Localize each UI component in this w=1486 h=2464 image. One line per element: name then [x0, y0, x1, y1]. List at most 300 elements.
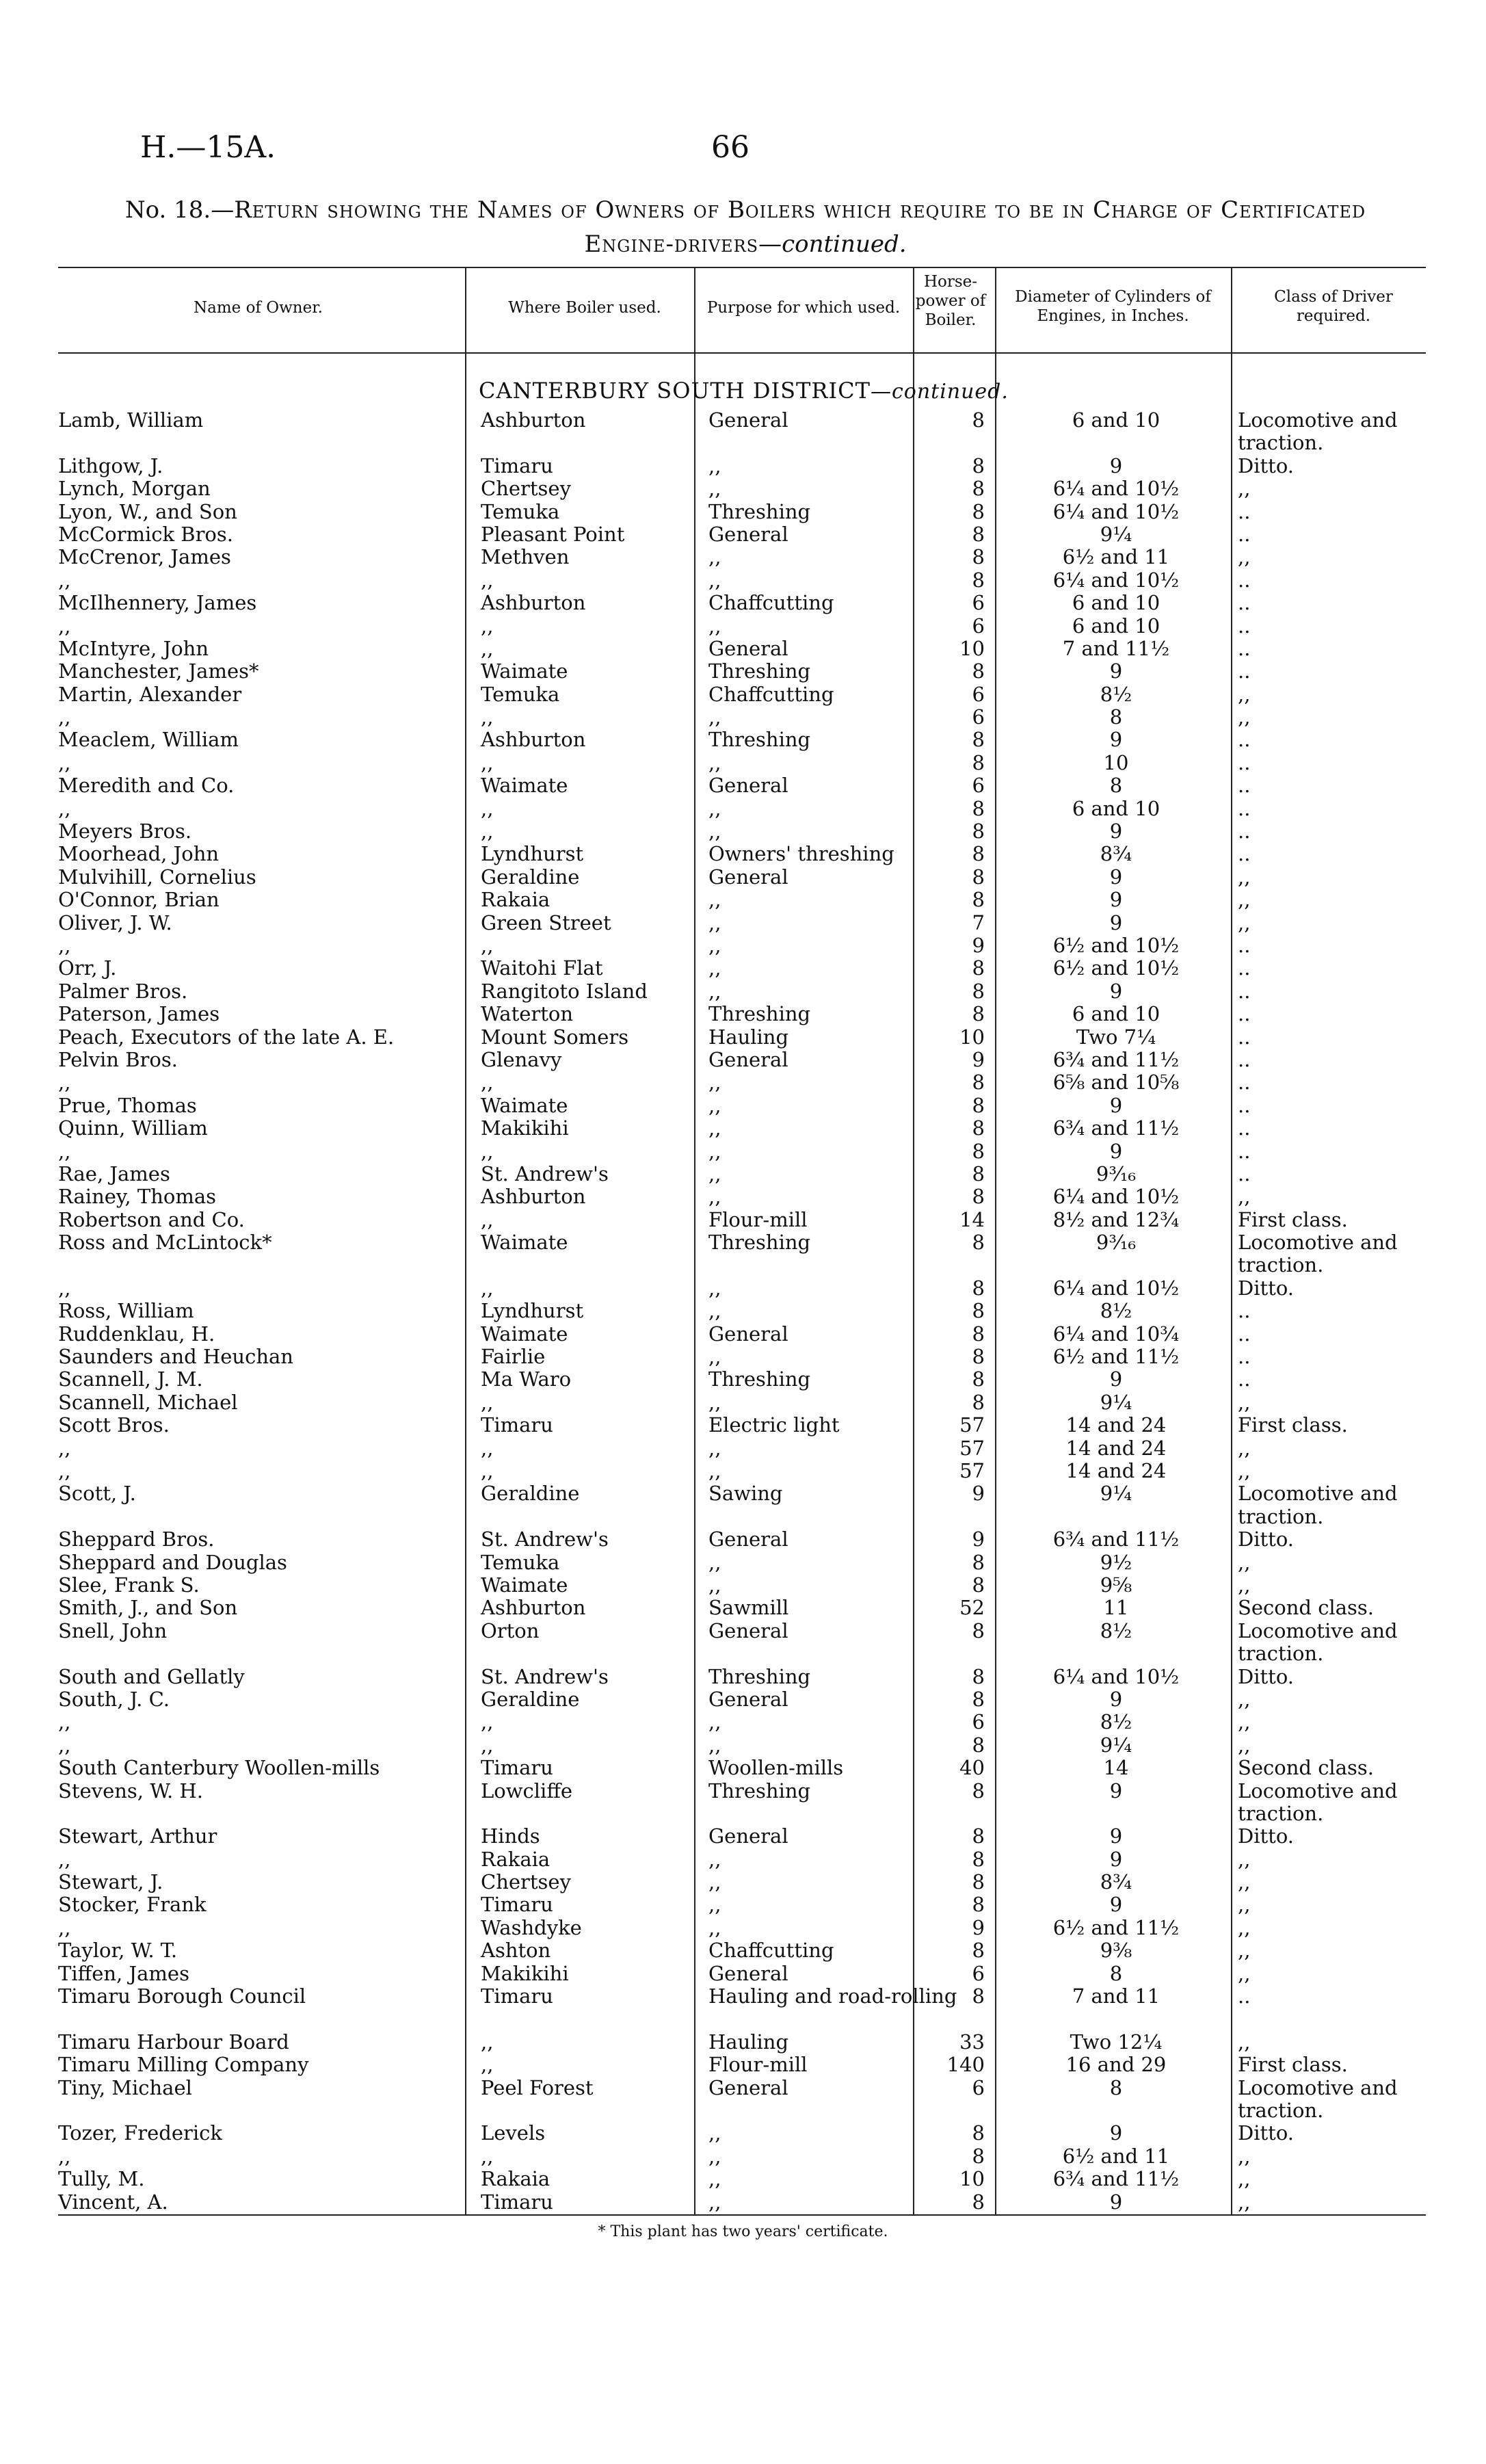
- table-row: [0, 1071, 1486, 1094]
- owner-cell: Timaru Borough Council: [58, 1984, 306, 2008]
- diameter-cell: 6½ and 11: [1062, 545, 1170, 569]
- table-row: [0, 477, 1486, 500]
- owner-cell: Lyon, W., and Son: [58, 499, 237, 523]
- horsepower-cell: 8: [972, 1367, 985, 1391]
- horsepower-cell: 8: [972, 2190, 985, 2214]
- owner-cell: Stevens, W. H.: [58, 1779, 203, 1803]
- driver-class-cell: ..: [1238, 659, 1251, 683]
- owner-cell: ,,: [58, 1071, 71, 1095]
- driver-class-cell: ,,: [1238, 1687, 1251, 1711]
- owner-cell: Timaru Milling Company: [58, 2053, 309, 2077]
- horsepower-cell: 7: [972, 910, 985, 934]
- owner-cell: Stewart, J.: [58, 1870, 163, 1894]
- horsepower-cell: 8: [972, 820, 985, 843]
- diameter-cell: 9⅜: [1100, 1939, 1132, 1963]
- horsepower-cell: 8: [972, 842, 985, 866]
- driver-class-cell: Locomotive and traction.: [1238, 1779, 1398, 1825]
- where-cell: ,,: [481, 1071, 494, 1095]
- diameter-cell: 9½: [1100, 1550, 1132, 1574]
- driver-class-cell: ,,: [1238, 1847, 1251, 1871]
- diameter-cell: 9: [1109, 1893, 1123, 1917]
- table-row: [0, 1323, 1486, 1346]
- where-cell: Fairlie: [481, 1345, 546, 1369]
- diameter-cell: 9³⁄₁₆: [1096, 1231, 1137, 1255]
- table-row: [0, 912, 1486, 934]
- boiler-owner-table: [0, 409, 1486, 2214]
- diameter-cell: 8½: [1100, 682, 1132, 706]
- horsepower-cell: 8: [972, 1185, 985, 1209]
- owner-cell: ,,: [58, 1436, 71, 1460]
- owner-cell: Snell, John: [58, 1618, 168, 1642]
- where-cell: Waimate: [481, 659, 568, 683]
- driver-class-cell: ,,: [1238, 1459, 1251, 1482]
- horsepower-cell: 8: [972, 865, 985, 889]
- where-cell: Waimate: [481, 774, 568, 798]
- driver-class-cell: ,,: [1238, 1893, 1251, 1917]
- driver-class-cell: Locomotive and traction.: [1238, 1231, 1398, 1277]
- owner-cell: Lithgow, J.: [58, 454, 163, 477]
- district-continued: —continued.: [870, 380, 1009, 404]
- driver-class-cell: ..: [1238, 591, 1251, 615]
- horsepower-cell: 57: [959, 1413, 985, 1437]
- footnote: * This plant has two years' certificate.: [598, 2223, 888, 2240]
- driver-class-cell: ,,: [1238, 2167, 1251, 2191]
- driver-class-cell: ,,: [1238, 682, 1251, 706]
- purpose-cell: Chaffcutting: [708, 682, 834, 706]
- driver-class-cell: ..: [1238, 1367, 1251, 1391]
- owner-cell: ,,: [58, 1847, 71, 1871]
- owner-cell: Scott Bros.: [58, 1413, 170, 1437]
- horsepower-cell: 9: [972, 934, 985, 957]
- table-row: [0, 409, 1486, 455]
- horsepower-cell: 33: [959, 2030, 985, 2054]
- driver-class-cell: Second class.: [1238, 1756, 1374, 1780]
- diameter-cell: 6½ and 10½: [1052, 956, 1180, 980]
- horsepower-cell: 8: [972, 1550, 985, 1574]
- driver-class-cell: Locomotive and traction.: [1238, 1618, 1398, 1666]
- driver-class-cell: ..: [1238, 636, 1251, 660]
- where-cell: Rakaia: [481, 1847, 550, 1871]
- where-cell: Ashburton: [481, 408, 586, 432]
- owner-cell: ,,: [58, 1915, 71, 1939]
- diameter-cell: Two 7¼: [1076, 1025, 1156, 1049]
- driver-class-cell: ..: [1238, 1002, 1251, 1026]
- purpose-cell: ,,: [708, 1915, 721, 1939]
- purpose-cell: General: [708, 2075, 788, 2099]
- where-cell: Chertsey: [481, 1870, 571, 1894]
- where-cell: Levels: [481, 2121, 546, 2145]
- table-row: [0, 1026, 1486, 1049]
- table-row: [0, 1688, 1486, 1711]
- purpose-cell: Flour-mill: [708, 1207, 808, 1231]
- horsepower-cell: 8: [972, 499, 985, 523]
- table-row: [0, 1095, 1486, 1117]
- diameter-cell: 14 and 24: [1065, 1459, 1167, 1482]
- where-cell: Timaru: [481, 454, 553, 477]
- where-cell: Lyndhurst: [481, 1299, 584, 1323]
- where-cell: Temuka: [481, 1550, 560, 1574]
- owner-cell: ,,: [58, 705, 71, 729]
- horsepower-cell: 8: [972, 1664, 985, 1688]
- owner-cell: McCormick Bros.: [58, 522, 233, 546]
- table-row: [0, 1917, 1486, 1939]
- table-row: [0, 1437, 1486, 1460]
- horsepower-cell: 8: [972, 1345, 985, 1369]
- purpose-cell: General: [708, 1047, 788, 1071]
- horsepower-cell: 8: [972, 1116, 985, 1140]
- diameter-cell: 6¼ and 10½: [1052, 568, 1180, 592]
- where-cell: ,,: [481, 2053, 494, 2077]
- driver-class-cell: Ditto.: [1238, 1276, 1295, 1300]
- horsepower-cell: 8: [972, 2121, 985, 2145]
- table-bottom-rule: [58, 2214, 1426, 2216]
- diameter-cell: 9: [1109, 2190, 1123, 2214]
- where-cell: ,,: [481, 1207, 494, 1231]
- diameter-cell: 9: [1109, 1824, 1123, 1848]
- diameter-cell: 6½ and 11½: [1052, 1345, 1180, 1369]
- table-row: [0, 1346, 1486, 1368]
- owner-cell: Palmer Bros.: [58, 979, 188, 1003]
- owner-cell: ,,: [58, 934, 71, 957]
- horsepower-cell: 8: [972, 2144, 985, 2168]
- driver-class-cell: Ditto.: [1238, 454, 1295, 477]
- owner-cell: Paterson, James: [58, 1002, 220, 1026]
- driver-class-cell: ..: [1238, 1322, 1251, 1346]
- owner-cell: Taylor, W. T.: [58, 1939, 178, 1963]
- page-number: 66: [711, 130, 749, 165]
- driver-class-cell: ..: [1238, 842, 1251, 866]
- diameter-cell: 8½: [1100, 1618, 1132, 1642]
- diameter-cell: 7 and 11½: [1062, 636, 1170, 660]
- driver-class-cell: ..: [1238, 979, 1251, 1003]
- table-row: [0, 934, 1486, 957]
- where-cell: Pleasant Point: [481, 522, 625, 546]
- purpose-cell: Threshing: [708, 1779, 811, 1803]
- driver-class-cell: ..: [1238, 774, 1251, 798]
- horsepower-cell: 8: [972, 1870, 985, 1894]
- diameter-cell: 9⅝: [1100, 1573, 1132, 1597]
- driver-class-cell: ,,: [1238, 1870, 1251, 1894]
- horsepower-cell: 8: [972, 1162, 985, 1185]
- owner-cell: Ross and McLintock*: [58, 1231, 272, 1255]
- purpose-cell: General: [708, 522, 788, 546]
- owner-cell: Robertson and Co.: [58, 1207, 245, 1231]
- owner-cell: Smith, J., and Son: [58, 1596, 238, 1620]
- where-cell: Waimate: [481, 1322, 568, 1346]
- table-row: [0, 660, 1486, 683]
- driver-class-cell: ..: [1238, 1299, 1251, 1323]
- driver-class-cell: ..: [1238, 499, 1251, 523]
- owner-cell: Stewart, Arthur: [58, 1824, 217, 1848]
- driver-class-cell: ..: [1238, 820, 1251, 843]
- horsepower-cell: 8: [972, 1071, 985, 1095]
- horsepower-cell: 10: [959, 636, 985, 660]
- purpose-cell: General: [708, 1618, 788, 1642]
- purpose-cell: ,,: [708, 1870, 721, 1894]
- where-cell: Orton: [481, 1618, 540, 1642]
- owner-cell: Quinn, William: [58, 1116, 208, 1140]
- table-row: [0, 843, 1486, 865]
- purpose-cell: ,,: [708, 454, 721, 477]
- where-cell: Mount Somers: [481, 1025, 629, 1049]
- horsepower-cell: 6: [972, 2075, 985, 2099]
- horsepower-cell: 8: [972, 477, 985, 501]
- where-cell: Timaru: [481, 1413, 553, 1437]
- table-row: [0, 501, 1486, 523]
- table-row: [0, 592, 1486, 614]
- driver-class-cell: Locomotive and traction.: [1238, 2075, 1398, 2123]
- horsepower-cell: 8: [972, 1984, 985, 2008]
- where-cell: Rakaia: [481, 888, 550, 912]
- diameter-cell: 9: [1109, 979, 1123, 1003]
- where-cell: Timaru: [481, 1893, 553, 1917]
- purpose-cell: Threshing: [708, 1367, 811, 1391]
- diameter-cell: 6½ and 11½: [1052, 1915, 1180, 1939]
- diameter-cell: 8: [1109, 705, 1123, 729]
- purpose-cell: General: [708, 774, 788, 798]
- diameter-cell: 8½: [1100, 1710, 1132, 1734]
- driver-class-cell: First class.: [1238, 1207, 1348, 1231]
- purpose-cell: General: [708, 1322, 788, 1346]
- owner-cell: Timaru Harbour Board: [58, 2030, 289, 2054]
- horsepower-cell: 8: [972, 1618, 985, 1642]
- purpose-cell: General: [708, 865, 788, 889]
- owner-cell: South, J. C.: [58, 1687, 170, 1711]
- horsepower-cell: 6: [972, 1961, 985, 1985]
- table-row: [0, 569, 1486, 592]
- where-cell: St. Andrew's: [481, 1664, 609, 1688]
- where-cell: Ashburton: [481, 1596, 586, 1620]
- diameter-cell: 8½: [1100, 1299, 1132, 1323]
- diameter-cell: 9³⁄₁₆: [1096, 1162, 1137, 1185]
- driver-class-cell: ..: [1238, 522, 1251, 546]
- title-line-2: Engine-drivers: [584, 231, 759, 258]
- purpose-cell: ,,: [708, 1116, 721, 1140]
- diameter-cell: 6 and 10: [1072, 1002, 1160, 1026]
- horsepower-cell: 8: [972, 1390, 985, 1414]
- table-row: [0, 2077, 1486, 2123]
- purpose-cell: General: [708, 1687, 788, 1711]
- owner-cell: South Canterbury Woollen-mills: [58, 1756, 380, 1780]
- purpose-cell: Electric light: [708, 1413, 840, 1437]
- driver-class-cell: ..: [1238, 1162, 1251, 1185]
- purpose-cell: ,,: [708, 750, 721, 774]
- owner-cell: Sheppard and Douglas: [58, 1550, 287, 1574]
- horsepower-cell: 8: [972, 1893, 985, 1917]
- owner-cell: Ruddenklau, H.: [58, 1322, 215, 1346]
- diameter-cell: 9: [1109, 888, 1123, 912]
- table-row: [0, 1825, 1486, 1848]
- table-row: [0, 615, 1486, 638]
- driver-class-cell: ..: [1238, 1139, 1251, 1163]
- diameter-cell: 9: [1109, 1093, 1123, 1117]
- owner-cell: Meaclem, William: [58, 728, 239, 752]
- diameter-cell: 10: [1103, 750, 1129, 774]
- table-row: [0, 1711, 1486, 1733]
- purpose-cell: Woollen-mills: [708, 1756, 844, 1780]
- table-row: [0, 1231, 1486, 1277]
- table-row: [0, 1848, 1486, 1871]
- driver-class-cell: ..: [1238, 568, 1251, 592]
- table-row: [0, 2122, 1486, 2145]
- purpose-cell: General: [708, 636, 788, 660]
- where-cell: St. Andrew's: [481, 1528, 609, 1551]
- table-row: [0, 980, 1486, 1003]
- purpose-cell: Chaffcutting: [708, 591, 834, 615]
- where-cell: Rangitoto Island: [481, 979, 648, 1003]
- owner-cell: ,,: [58, 568, 71, 592]
- purpose-cell: ,,: [708, 1185, 721, 1209]
- purpose-cell: General: [708, 1824, 788, 1848]
- diameter-cell: 6¼ and 10½: [1052, 477, 1180, 501]
- diameter-cell: 8: [1109, 774, 1123, 798]
- owner-cell: Prue, Thomas: [58, 1093, 197, 1117]
- column-header-diameter: Diameter of Cylinders of Engines, in Inches.: [1015, 288, 1211, 325]
- driver-class-cell: ,,: [1238, 1550, 1251, 1574]
- purpose-cell: ,,: [708, 1710, 721, 1734]
- diameter-cell: 6 and 10: [1072, 796, 1160, 820]
- where-cell: Green Street: [481, 910, 611, 934]
- diameter-cell: 6¼ and 10½: [1052, 499, 1180, 523]
- table-row: [0, 1209, 1486, 1231]
- driver-class-cell: ,,: [1238, 2144, 1251, 2168]
- purpose-cell: ,,: [708, 820, 721, 843]
- owner-cell: Scott, J.: [58, 1482, 136, 1506]
- table-row: [0, 2054, 1486, 2076]
- diameter-cell: Two 12¼: [1070, 2030, 1163, 2054]
- horsepower-cell: 6: [972, 591, 985, 615]
- table-row: [0, 1734, 1486, 1757]
- where-cell: Peel Forest: [481, 2075, 594, 2099]
- horsepower-cell: 8: [972, 1687, 985, 1711]
- horsepower-cell: 8: [972, 1573, 985, 1597]
- where-cell: Waimate: [481, 1231, 568, 1255]
- diameter-cell: 9¼: [1100, 1482, 1132, 1506]
- horsepower-cell: 52: [959, 1596, 985, 1620]
- owner-cell: Meyers Bros.: [58, 820, 192, 843]
- table-row: [0, 2168, 1486, 2190]
- driver-class-cell: ..: [1238, 1984, 1251, 2008]
- horsepower-cell: 9: [972, 1047, 985, 1071]
- horsepower-cell: 6: [972, 614, 985, 638]
- table-row: [0, 1140, 1486, 1163]
- horsepower-cell: 8: [972, 1299, 985, 1323]
- diameter-cell: 9: [1109, 865, 1123, 889]
- purpose-cell: ,,: [708, 1345, 721, 1369]
- horsepower-cell: 14: [959, 1207, 985, 1231]
- where-cell: ,,: [481, 1733, 494, 1757]
- owner-cell: Moorhead, John: [58, 842, 220, 866]
- purpose-cell: Threshing: [708, 1664, 811, 1688]
- where-cell: ,,: [481, 2144, 494, 2168]
- purpose-cell: ,,: [708, 1733, 721, 1757]
- driver-class-cell: Ditto.: [1238, 2121, 1295, 2145]
- table-row: [0, 1963, 1486, 1985]
- where-cell: ,,: [481, 1390, 494, 1414]
- table-row: [0, 1049, 1486, 1071]
- diameter-cell: 6¾ and 11½: [1052, 1116, 1180, 1140]
- driver-class-cell: First class.: [1238, 1413, 1348, 1437]
- table-row: [0, 889, 1486, 911]
- purpose-cell: Threshing: [708, 659, 811, 683]
- where-cell: Waimate: [481, 1093, 568, 1117]
- where-cell: Temuka: [481, 682, 560, 706]
- owner-cell: Stocker, Frank: [58, 1893, 207, 1917]
- horsepower-cell: 10: [959, 1025, 985, 1049]
- purpose-cell: Sawing: [708, 1482, 783, 1506]
- purpose-cell: Owners' threshing: [708, 842, 894, 866]
- diameter-cell: 11: [1103, 1596, 1129, 1620]
- driver-class-cell: ,,: [1238, 477, 1251, 501]
- diameter-cell: 8½ and 12¾: [1052, 1207, 1180, 1231]
- where-cell: Glenavy: [481, 1047, 562, 1071]
- horsepower-cell: 8: [972, 796, 985, 820]
- owner-cell: Orr, J.: [58, 956, 117, 980]
- horsepower-cell: 40: [959, 1756, 985, 1780]
- diameter-cell: 6¾ and 11½: [1052, 2167, 1180, 2191]
- diameter-cell: 9: [1109, 1687, 1123, 1711]
- horsepower-cell: 9: [972, 1915, 985, 1939]
- driver-class-cell: Locomotive and traction.: [1238, 1482, 1398, 1528]
- purpose-cell: ,,: [708, 1071, 721, 1095]
- purpose-cell: ,,: [708, 2167, 721, 2191]
- diameter-cell: 9: [1109, 820, 1123, 843]
- driver-class-cell: ,,: [1238, 1733, 1251, 1757]
- owner-cell: Vincent, A.: [58, 2190, 168, 2214]
- owner-cell: McIlhennery, James: [58, 591, 257, 615]
- table-row: [0, 957, 1486, 980]
- column-header-purpose: Purpose for which used.: [706, 299, 901, 317]
- horsepower-cell: 6: [972, 774, 985, 798]
- driver-class-cell: ,,: [1238, 1710, 1251, 1734]
- table-row: [0, 1939, 1486, 1962]
- driver-class-cell: ,,: [1238, 1436, 1251, 1460]
- table-row: [0, 1551, 1486, 1574]
- purpose-cell: ,,: [708, 568, 721, 592]
- where-cell: Ashburton: [481, 591, 586, 615]
- where-cell: Methven: [481, 545, 570, 569]
- table-row: [0, 1597, 1486, 1619]
- horsepower-cell: 8: [972, 1939, 985, 1963]
- driver-class-cell: ,,: [1238, 1939, 1251, 1963]
- horsepower-cell: 8: [972, 1093, 985, 1117]
- column-header-owner: Name of Owner.: [194, 299, 323, 317]
- purpose-cell: ,,: [708, 1139, 721, 1163]
- horsepower-cell: 8: [972, 750, 985, 774]
- where-cell: ,,: [481, 1436, 494, 1460]
- purpose-cell: ,,: [708, 796, 721, 820]
- table-row: [0, 1163, 1486, 1185]
- owner-cell: ,,: [58, 1733, 71, 1757]
- purpose-cell: ,,: [708, 888, 721, 912]
- purpose-cell: Hauling: [708, 2030, 789, 2054]
- purpose-cell: Flour-mill: [708, 2053, 808, 2077]
- owner-cell: ,,: [58, 2144, 71, 2168]
- where-cell: Waimate: [481, 1573, 568, 1597]
- horsepower-cell: 8: [972, 568, 985, 592]
- horsepower-cell: 6: [972, 1710, 985, 1734]
- driver-class-cell: Ditto.: [1238, 1528, 1295, 1551]
- header-top-rule: [58, 267, 1426, 268]
- horsepower-cell: 8: [972, 1002, 985, 1026]
- where-cell: Waterton: [481, 1002, 574, 1026]
- purpose-cell: Hauling and road-rolling: [708, 1984, 957, 2008]
- owner-cell: Ross, William: [58, 1299, 194, 1323]
- where-cell: ,,: [481, 796, 494, 820]
- owner-cell: Martin, Alexander: [58, 682, 242, 706]
- table-row: [0, 1620, 1486, 1666]
- purpose-cell: ,,: [708, 2190, 721, 2214]
